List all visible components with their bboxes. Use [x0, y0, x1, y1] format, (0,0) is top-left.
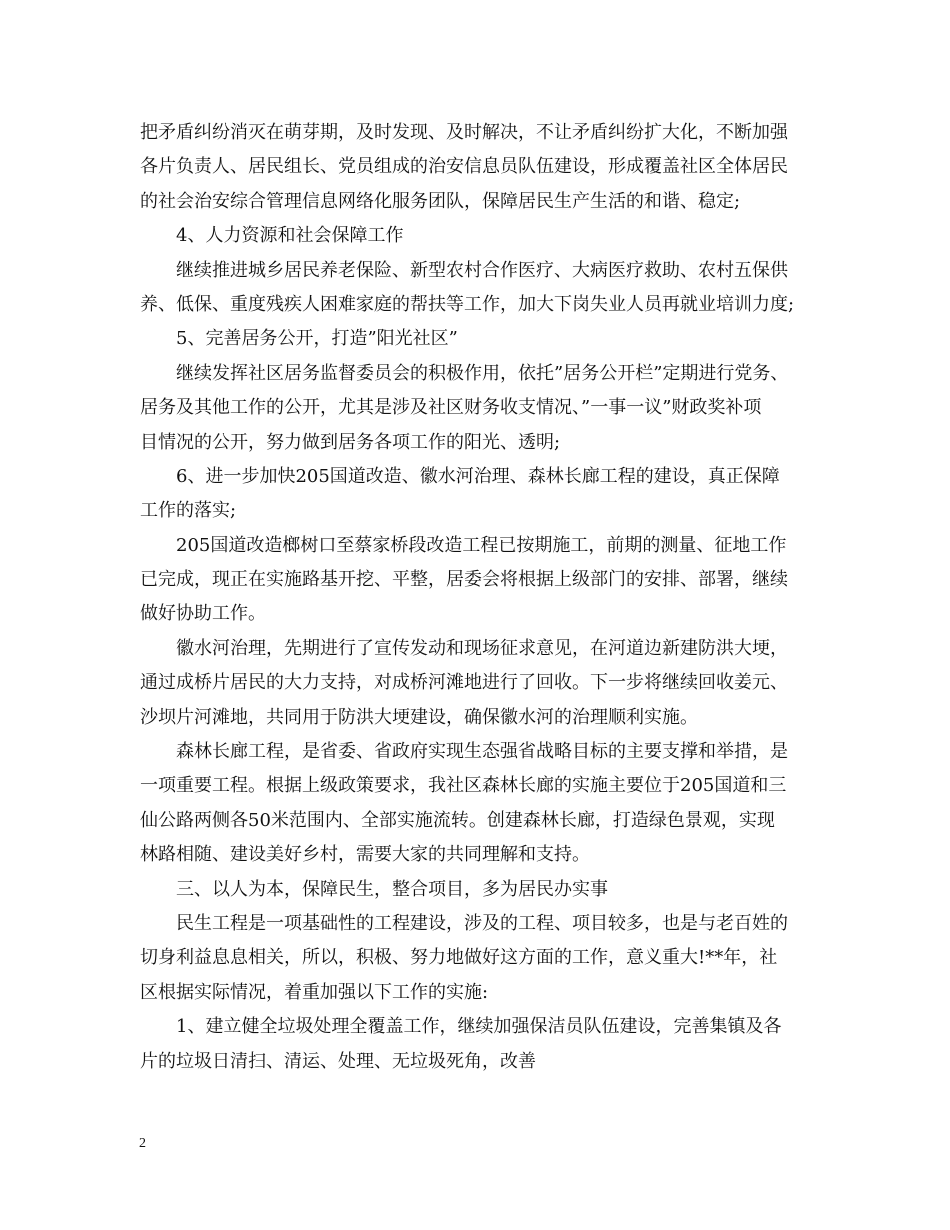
- text-line: 通过成桥片居民的大力支持，对成桥河滩地进行了回收。下一步将继续回收姜元、: [140, 672, 788, 694]
- text-line: 切身利益息息相关，所以，积极、努力地做好这方面的工作，意义重大!**年，社: [140, 947, 778, 969]
- text-line: 区根据实际情况，着重加强以下工作的实施:: [140, 981, 489, 1003]
- text-line: 养、低保、重度残疾人困难家庭的帮扶等工作，加大下岗失业人员再就业培训力度;: [140, 293, 795, 315]
- text-line: 徽水河治理，先期进行了宣传发动和现场征求意见，在河道边新建防洪大埂，: [176, 637, 788, 659]
- text-line: 工作的落实;: [140, 500, 237, 522]
- text-line: 把矛盾纠纷消灭在萌芽期，及时发现、及时解决，不让矛盾纠纷扩大化，不断加强: [140, 122, 788, 143]
- text-line: 的社会治安综合管理信息网络化服务团队，保障居民生产生活的和谐、稳定;: [140, 190, 741, 212]
- text-line: 目情况的公开，努力做到居务各项工作的阳光、透明;: [140, 431, 561, 453]
- section-heading: 4、人力资源和社会保障工作: [176, 225, 404, 247]
- text-line: 林路相随、建设美好乡村，需要大家的共同理解和支持。: [140, 844, 590, 866]
- text-line: 继续推进城乡居民养老保险、新型农村合作医疗、大病医疗救助、农村五保供: [176, 259, 788, 281]
- document-body: [140, 116, 816, 1079]
- section-heading: 三、以人为本，保障民生，整合项目，多为居民办实事: [176, 878, 608, 900]
- text-line: 1、建立健全垃圾处理全覆盖工作，继续加强保洁员队伍建设，完善集镇及各: [176, 1016, 782, 1038]
- section-heading: 5、完善居务公开，打造”阳光社区”: [176, 328, 458, 350]
- page-number: 2: [139, 1136, 146, 1151]
- text-line: 继续发挥社区居务监督委员会的积极作用，依托”居务公开栏”定期进行党务、: [176, 362, 789, 384]
- text-line: 森林长廊工程，是省委、省政府实现生态强省战略目标的主要支撑和举措，是: [176, 741, 788, 763]
- text-line: 一项重要工程。根据上级政策要求，我社区森林长廊的实施主要位于205国道和三: [140, 775, 787, 797]
- text-line: 做好协助工作。: [140, 603, 266, 625]
- text-line: 居务及其他工作的公开，尤其是涉及社区财务收支情况、”一事一议”财政奖补项: [140, 397, 762, 419]
- body-text: [140, 116, 816, 1079]
- text-line: 片的垃圾日清扫、清运、处理、无垃圾死角，改善: [140, 1050, 536, 1072]
- text-line: 已完成，现正在实施路基开挖、平整，居委会将根据上级部门的安排、部署，继续: [140, 569, 788, 591]
- text-line: 各片负责人、居民组长、党员组成的治安信息员队伍建设，形成覆盖社区全体居民: [140, 156, 788, 178]
- text-line: 仙公路两侧各50米范围内、全部实施流转。创建森林长廊，打造绿色景观，实现: [140, 809, 775, 831]
- text-line: 民生工程是一项基础性的工程建设，涉及的工程、项目较多，也是与老百姓的: [176, 912, 788, 934]
- section-heading: 6、进一步加快205国道改造、徽水河治理、森林长廊工程的建设，真正保障: [176, 465, 780, 487]
- text-line: 205国道改造榔树口至蔡家桥段改造工程已按期施工，前期的测量、征地工作: [176, 534, 787, 556]
- text-line: 沙坝片河滩地，共同用于防洪大埂建设，确保徽水河的治理顺利实施。: [140, 706, 698, 728]
